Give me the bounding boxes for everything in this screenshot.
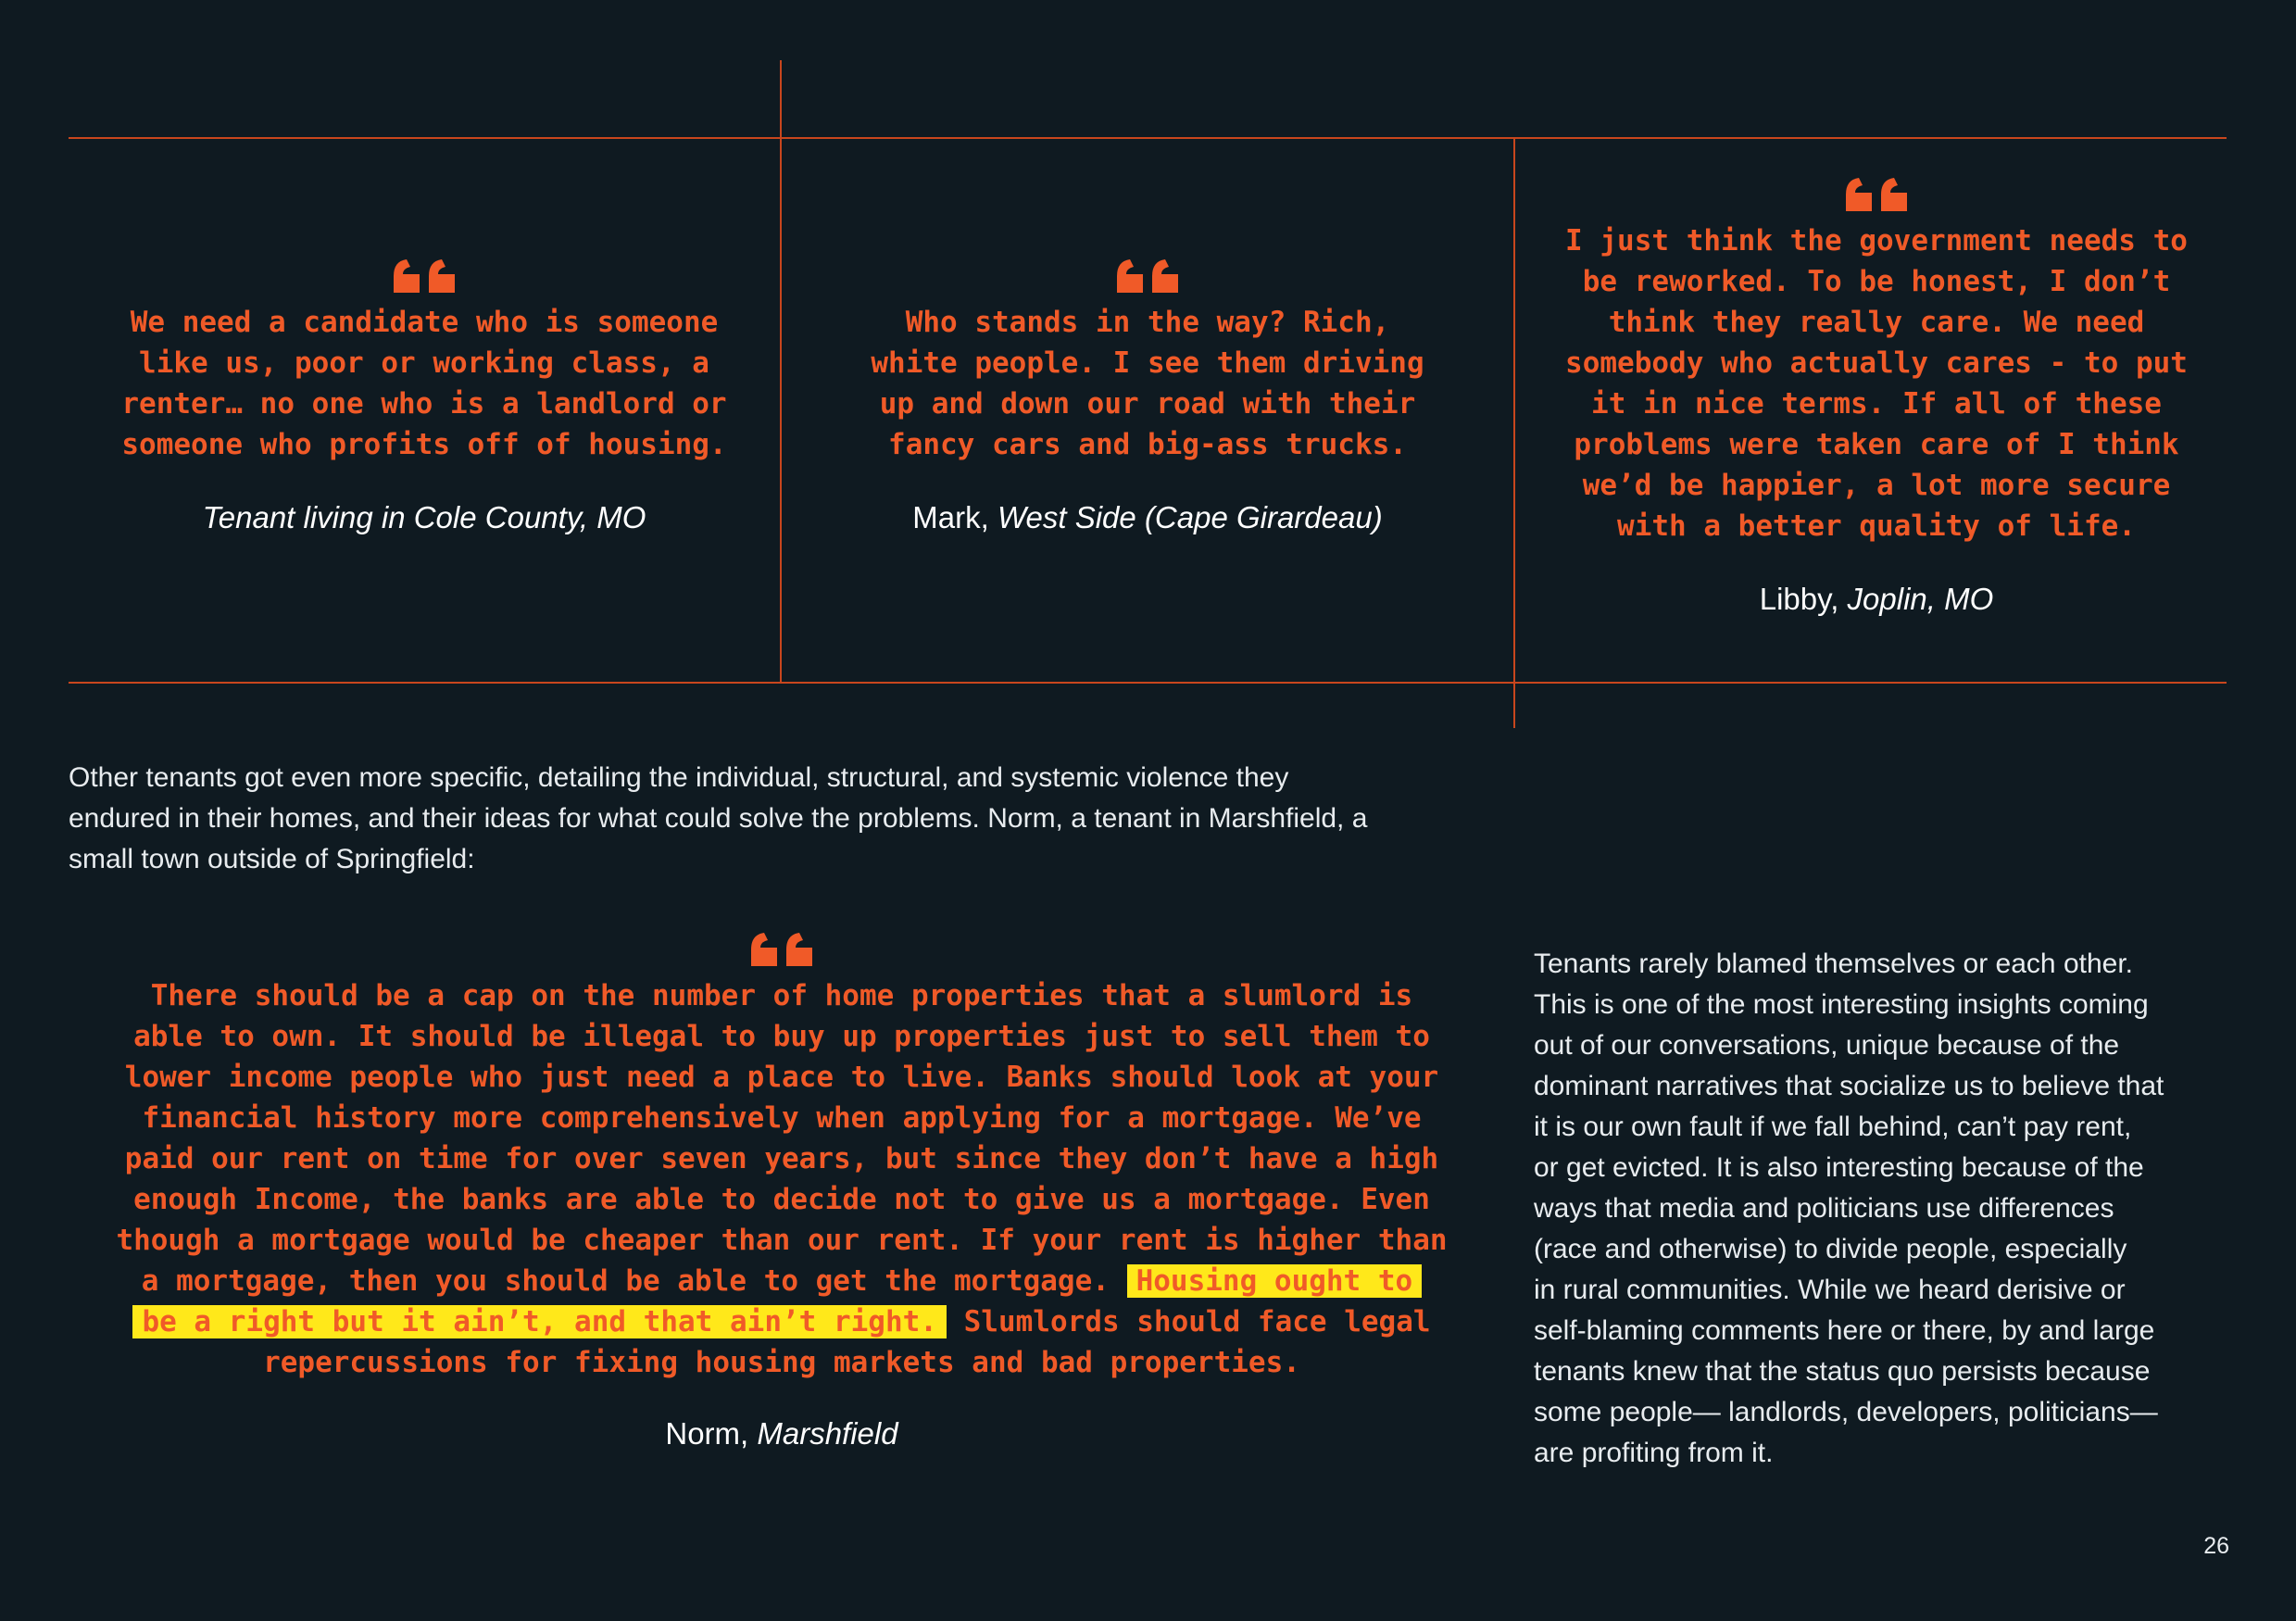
main-quote-lines: There should be a cap on the number of home properties that a slumlord is able to own. It should be illegal to buy up properties just to sell them to lower income people who just need a place to live. Banks should look at your financial history more comprehensively when applying for a mortgage. We’ve paid our rent on time for over seven years, but since they don’t have a high enough Income, the banks are able to decide not to give us a mortgage. Even though a mortgage would be cheaper than our rent. If your rent is higher than [116, 979, 1448, 1257]
attribution-name: Libby, [1759, 582, 1848, 616]
main-quote-norm [69, 931, 1495, 1451]
intro-paragraph: Other tenants got even more specific, detailing the individual, structural, and systemic violence they endured in their homes, and their ideas for what could solve the problems. Norm, a tenant in Marshfield, a small town outside of Springfield: [69, 762, 1368, 874]
top-horizontal-rule [69, 137, 2227, 139]
main-quote-line-10: repercussions for fixing housing markets and bad properties. [263, 1346, 1300, 1379]
attribution-place: Joplin, MO [1847, 582, 1994, 616]
highlighted-phrase-2: be a right but it ain’t, and that ain’t right. [132, 1305, 947, 1338]
quote-attribution [782, 500, 1513, 535]
attribution-place: Tenant living in Cole County, MO [202, 500, 646, 534]
attribution-name: Norm, [665, 1416, 758, 1451]
page-number: 26 [2203, 1533, 2229, 1559]
side-paragraph: Tenants rarely blamed themselves or each other. This is one of the most interesting insights coming out of our conversations, unique because of the dominant narratives that socialize us to believe that it is our own fault if we fall behind, can’t pay rent, or get evicted. It is also interesting because of the ways that media and politicians use differences (race and otherwise) to divide people, especially in rural communities. While we heard derisive or self-blaming comments here or there, by and large tenants knew that the status quo persists because some people— landlords, developers, politicians— are profiting from it. [1534, 949, 2164, 1468]
attribution-place: Marshfield [757, 1416, 898, 1451]
quote-icon [390, 258, 458, 295]
highlighted-phrase-1: Housing ought to [1127, 1264, 1423, 1298]
main-quote-line-9-end: Slumlords should face legal [946, 1305, 1431, 1338]
bottom-horizontal-rule [69, 682, 2227, 684]
main-quote-line-8: a mortgage, then you should be able to get the mortgage. [141, 1264, 1127, 1298]
quote-icon [747, 931, 816, 968]
quote-card-mark [782, 258, 1513, 535]
quote-attribution [1515, 582, 2238, 617]
quote-text: Who stands in the way? Rich, white people. I see them driving up and down our road with their fancy cars and big-ass trucks. [871, 306, 1424, 461]
main-quote-text [69, 975, 1495, 1383]
quote-attribution [69, 1416, 1495, 1451]
quote-card-libby [1515, 176, 2238, 617]
quote-icon [1842, 176, 1911, 213]
quote-attribution [69, 500, 780, 535]
quote-card-cole-county [69, 258, 780, 535]
quote-text: We need a candidate who is someone like us, poor or working class, a renter… no one who is a landlord or someone who profits off of housing. [121, 306, 727, 461]
quote-text: I just think the government needs to be reworked. To be honest, I don’t think they really care. We need somebody who actually cares - to put it in nice terms. If all of these problems were taken care of I think we’d be happier, a lot more secure with a better quality of life. [1565, 224, 2188, 543]
attribution-place: West Side (Cape Girardeau) [997, 500, 1383, 534]
attribution-name: Mark, [912, 500, 997, 534]
quote-icon [1113, 258, 1182, 295]
